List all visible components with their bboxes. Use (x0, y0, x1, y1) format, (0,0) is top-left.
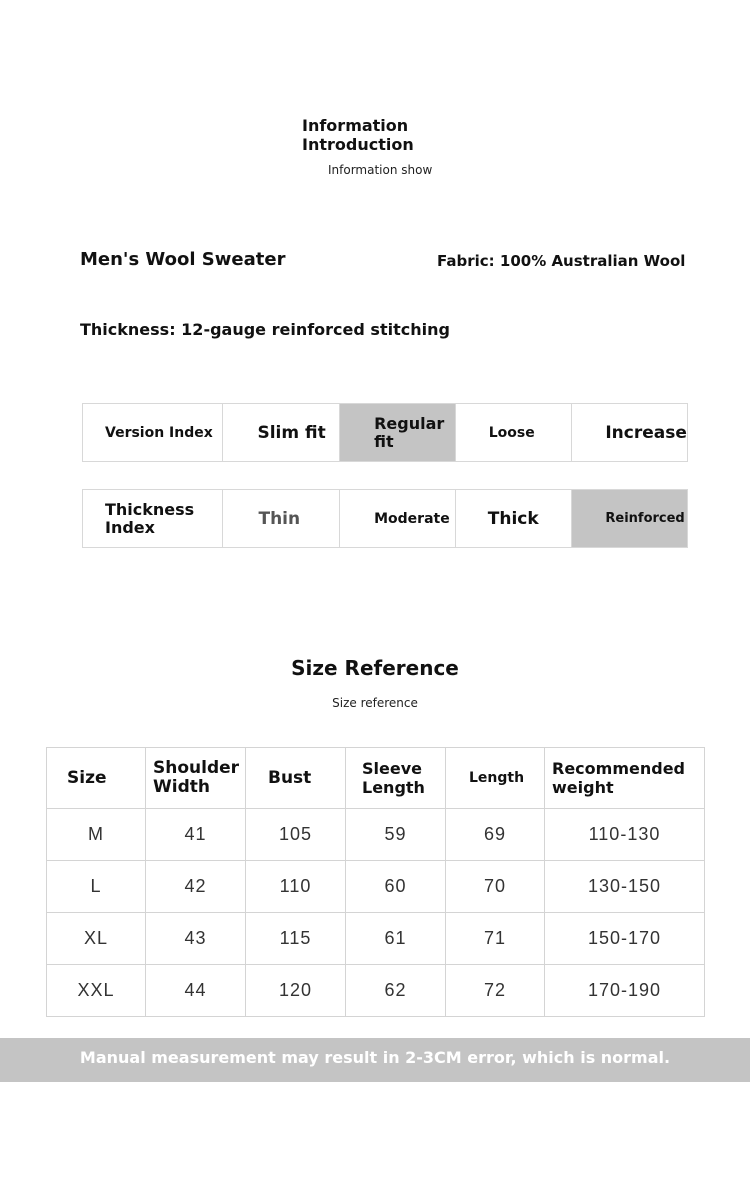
column-header: Length (446, 748, 545, 809)
table-cell: 60 (346, 861, 446, 913)
thickness-option-thick: Thick (455, 490, 572, 547)
table-cell: 110-130 (545, 809, 705, 861)
table-cell: M (47, 809, 146, 861)
version-option-regular-fit: Regular fit (339, 404, 455, 461)
thickness-option-moderate: Moderate (339, 490, 455, 547)
version-option-increase: Increase (571, 404, 687, 461)
table-cell: L (47, 861, 146, 913)
table-cell: XL (47, 913, 146, 965)
table-cell: XXL (47, 965, 146, 1017)
thickness-option-thin: Thin (222, 490, 339, 547)
thickness-option-reinforced: Reinforced (571, 490, 687, 547)
product-thickness: Thickness: 12-gauge reinforced stitching (80, 320, 450, 339)
table-cell: 110 (246, 861, 346, 913)
table-row (47, 913, 705, 965)
table-cell: 150-170 (545, 913, 705, 965)
info-subtitle: Information show (328, 163, 433, 177)
table-cell: 69 (446, 809, 545, 861)
table-cell: 105 (246, 809, 346, 861)
column-header: Bust (246, 748, 346, 809)
table-cell: 42 (146, 861, 246, 913)
table-cell: 115 (246, 913, 346, 965)
table-cell: 170-190 (545, 965, 705, 1017)
table-cell: 61 (346, 913, 446, 965)
column-header: Recommended weight (545, 748, 705, 809)
info-title: Information Introduction (302, 116, 414, 154)
version-option-slim-fit: Slim fit (222, 404, 339, 461)
version-option-loose: Loose (455, 404, 572, 461)
column-header: Sleeve Length (346, 748, 446, 809)
table-cell: 59 (346, 809, 446, 861)
product-name: Men's Wool Sweater (80, 249, 286, 270)
thickness-index-table (82, 489, 688, 548)
table-row (47, 809, 705, 861)
size-table-header (47, 748, 705, 809)
table-cell: 41 (146, 809, 246, 861)
size-reference-subtitle: Size reference (332, 696, 418, 710)
measurement-note-banner: Manual measurement may result in 2-3CM error, which is normal. (0, 1038, 750, 1082)
size-reference-title: Size Reference (291, 656, 459, 680)
table-row (47, 861, 705, 913)
table-cell: 44 (146, 965, 246, 1017)
table-cell: 120 (246, 965, 346, 1017)
version-index-label: Version Index (105, 424, 213, 441)
table-row (47, 965, 705, 1017)
table-cell: 72 (446, 965, 545, 1017)
column-header: Shoulder Width (146, 748, 246, 809)
thickness-index-label: Thickness Index (105, 499, 195, 537)
column-header: Size (47, 748, 146, 809)
table-cell: 62 (346, 965, 446, 1017)
table-cell: 130-150 (545, 861, 705, 913)
table-cell: 70 (446, 861, 545, 913)
product-fabric: Fabric: 100% Australian Wool (437, 252, 686, 270)
table-cell: 43 (146, 913, 246, 965)
version-index-table (82, 403, 688, 462)
table-cell: 71 (446, 913, 545, 965)
size-table (46, 747, 705, 1017)
